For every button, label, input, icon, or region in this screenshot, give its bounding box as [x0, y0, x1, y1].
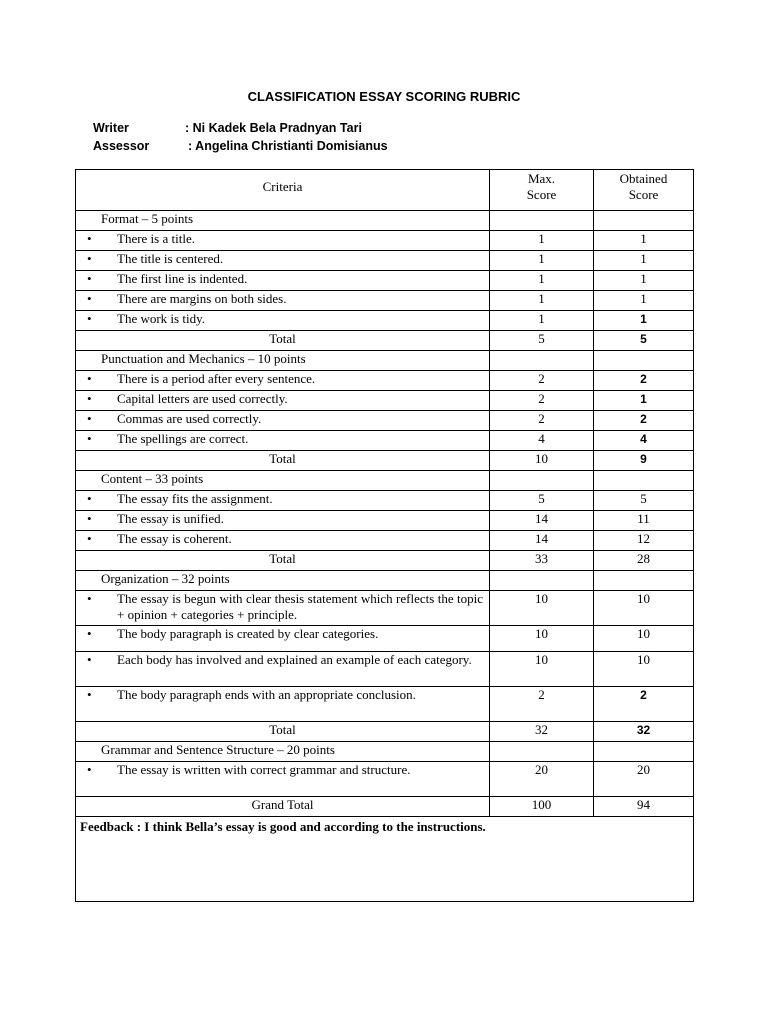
feedback-row: [76, 817, 694, 902]
table-row: [76, 291, 694, 311]
grand-total-obtained-score: 94: [594, 797, 694, 817]
table-row: [76, 531, 694, 551]
max-score: 10: [490, 652, 594, 687]
criterion-text: The essay is unified.: [117, 511, 224, 526]
max-score: 4: [490, 431, 594, 451]
bullet-icon: •: [87, 411, 92, 426]
criterion-cell: [76, 291, 490, 311]
bullet-icon: •: [87, 271, 92, 286]
obtained-score: 1: [594, 231, 694, 251]
total-obtained-score: 28: [594, 551, 694, 571]
criterion-cell: [76, 511, 490, 531]
criterion-cell: [76, 251, 490, 271]
document-title: CLASSIFICATION ESSAY SCORING RUBRIC: [247, 89, 521, 104]
criterion-cell: [76, 311, 490, 331]
assessor-label: Assessor: [93, 139, 150, 153]
feedback-text: Feedback : I think Bella’s essay is good and according to the instructions.: [76, 817, 694, 902]
table-row: [76, 687, 694, 722]
max-score: 2: [490, 411, 594, 431]
criterion-cell: [76, 591, 490, 626]
total-obtained-score: 32: [594, 722, 694, 742]
criterion-text: Capital letters are used correctly.: [117, 391, 288, 406]
max-score: 10: [490, 626, 594, 652]
criterion-cell: [76, 231, 490, 251]
obtained-score: 12: [594, 531, 694, 551]
total-label: Total: [76, 451, 490, 471]
criterion-text: The essay is begun with clear thesis statement which reflects the topic + opinion + categories + principle.: [117, 591, 483, 622]
criterion-text: The essay is written with correct grammar and structure.: [117, 762, 411, 777]
criterion-cell: [76, 652, 490, 687]
obtained-score: 20: [594, 762, 694, 797]
table-row: [76, 511, 694, 531]
max-score: 1: [490, 311, 594, 331]
total-obtained-score: 9: [594, 451, 694, 471]
assessor-line: [93, 139, 388, 153]
obtained-score: 2: [594, 371, 694, 391]
total-label: Total: [76, 551, 490, 571]
total-row: [76, 551, 694, 571]
table-row: [76, 311, 694, 331]
bullet-icon: •: [87, 391, 92, 406]
obtained-score: 10: [594, 591, 694, 626]
criterion-cell: [76, 411, 490, 431]
bullet-icon: •: [87, 251, 92, 266]
section-title: Format – 5 points: [76, 211, 490, 231]
max-score: 14: [490, 511, 594, 531]
bullet-icon: •: [87, 491, 92, 506]
header-max-score: [490, 170, 594, 211]
obtained-score: 10: [594, 652, 694, 687]
criterion-cell: [76, 431, 490, 451]
section-title: Content – 33 points: [76, 471, 490, 491]
total-max-score: 10: [490, 451, 594, 471]
grand-total-max-score: 100: [490, 797, 594, 817]
table-row: [76, 411, 694, 431]
rubric-table: [75, 169, 694, 902]
section-header-row: [76, 571, 694, 591]
criterion-text: The body paragraph is created by clear categories.: [117, 626, 379, 641]
criterion-text: The first line is indented.: [117, 271, 248, 286]
table-row: [76, 491, 694, 511]
table-row: [76, 591, 694, 626]
obtained-score: 1: [594, 311, 694, 331]
total-max-score: 32: [490, 722, 594, 742]
total-label: Total: [76, 722, 490, 742]
max-score: 10: [490, 591, 594, 626]
obtained-score: 1: [594, 391, 694, 411]
criterion-cell: [76, 391, 490, 411]
total-row: [76, 722, 694, 742]
bullet-icon: •: [87, 626, 92, 641]
writer-line: [93, 121, 362, 135]
section-title: Punctuation and Mechanics – 10 points: [76, 351, 490, 371]
bullet-icon: •: [87, 687, 92, 702]
header-max-line2: Score: [526, 187, 557, 202]
criterion-cell: [76, 531, 490, 551]
max-score: 14: [490, 531, 594, 551]
criterion-text: The essay is coherent.: [117, 531, 232, 546]
obtained-score: 4: [594, 431, 694, 451]
criterion-text: The work is tidy.: [117, 311, 205, 326]
bullet-icon: •: [87, 762, 92, 777]
criterion-cell: [76, 762, 490, 797]
total-label: Total: [76, 331, 490, 351]
table-row: [76, 251, 694, 271]
criterion-text: The spellings are correct.: [117, 431, 249, 446]
bullet-icon: •: [87, 511, 92, 526]
section-title: Grammar and Sentence Structure – 20 points: [76, 742, 490, 762]
table-row: [76, 762, 694, 797]
criterion-cell: [76, 626, 490, 652]
max-score: 1: [490, 231, 594, 251]
header-row: [76, 170, 694, 211]
obtained-score: 1: [594, 291, 694, 311]
max-score: 2: [490, 371, 594, 391]
total-row: [76, 451, 694, 471]
section-header-row: [76, 471, 694, 491]
obtained-score: 11: [594, 511, 694, 531]
max-score: 20: [490, 762, 594, 797]
criterion-text: Commas are used correctly.: [117, 411, 262, 426]
criterion-text: There is a period after every sentence.: [117, 371, 316, 386]
bullet-icon: •: [87, 531, 92, 546]
writer-label: Writer: [93, 121, 129, 135]
criterion-text: There are margins on both sides.: [117, 291, 287, 306]
obtained-score: 2: [594, 411, 694, 431]
header-obtained-line1: Obtained: [619, 171, 668, 186]
criterion-text: There is a title.: [117, 231, 195, 246]
criterion-text: Each body has involved and explained an example of each category.: [117, 652, 472, 667]
criterion-cell: [76, 687, 490, 722]
max-score: 2: [490, 391, 594, 411]
obtained-score: 1: [594, 251, 694, 271]
max-score: 5: [490, 491, 594, 511]
table-row: [76, 391, 694, 411]
section-header-row: [76, 742, 694, 762]
bullet-icon: •: [87, 231, 92, 246]
bullet-icon: •: [87, 291, 92, 306]
table-row: [76, 652, 694, 687]
max-score: 2: [490, 687, 594, 722]
assessor-value: : Angelina Christianti Domisianus: [188, 139, 388, 153]
table-row: [76, 431, 694, 451]
criterion-text: The essay fits the assignment.: [117, 491, 273, 506]
bullet-icon: •: [87, 371, 92, 386]
grand-total-row: [76, 797, 694, 817]
max-score: 1: [490, 271, 594, 291]
obtained-score: 10: [594, 626, 694, 652]
grand-total-label: Grand Total: [76, 797, 490, 817]
max-score: 1: [490, 251, 594, 271]
bullet-icon: •: [87, 311, 92, 326]
bullet-icon: •: [87, 591, 92, 606]
obtained-score: 2: [594, 687, 694, 722]
bullet-icon: •: [87, 431, 92, 446]
obtained-score: 1: [594, 271, 694, 291]
criterion-cell: [76, 371, 490, 391]
criterion-cell: [76, 491, 490, 511]
section-title: Organization – 32 points: [76, 571, 490, 591]
header-criteria: Criteria: [76, 170, 490, 211]
table-row: [76, 231, 694, 251]
max-score: 1: [490, 291, 594, 311]
total-max-score: 5: [490, 331, 594, 351]
section-header-row: [76, 351, 694, 371]
obtained-score: 5: [594, 491, 694, 511]
header-obtained-score: [594, 170, 694, 211]
criterion-cell: [76, 271, 490, 291]
section-header-row: [76, 211, 694, 231]
bullet-icon: •: [87, 652, 92, 667]
total-row: [76, 331, 694, 351]
total-obtained-score: 5: [594, 331, 694, 351]
criterion-text: The body paragraph ends with an appropriate conclusion.: [117, 687, 416, 702]
header-max-line1: Max.: [527, 171, 556, 186]
header-obtained-line2: Score: [628, 187, 659, 202]
table-row: [76, 626, 694, 652]
criterion-text: The title is centered.: [117, 251, 224, 266]
writer-value: : Ni Kadek Bela Pradnyan Tari: [185, 121, 362, 135]
total-max-score: 33: [490, 551, 594, 571]
table-row: [76, 271, 694, 291]
table-row: [76, 371, 694, 391]
